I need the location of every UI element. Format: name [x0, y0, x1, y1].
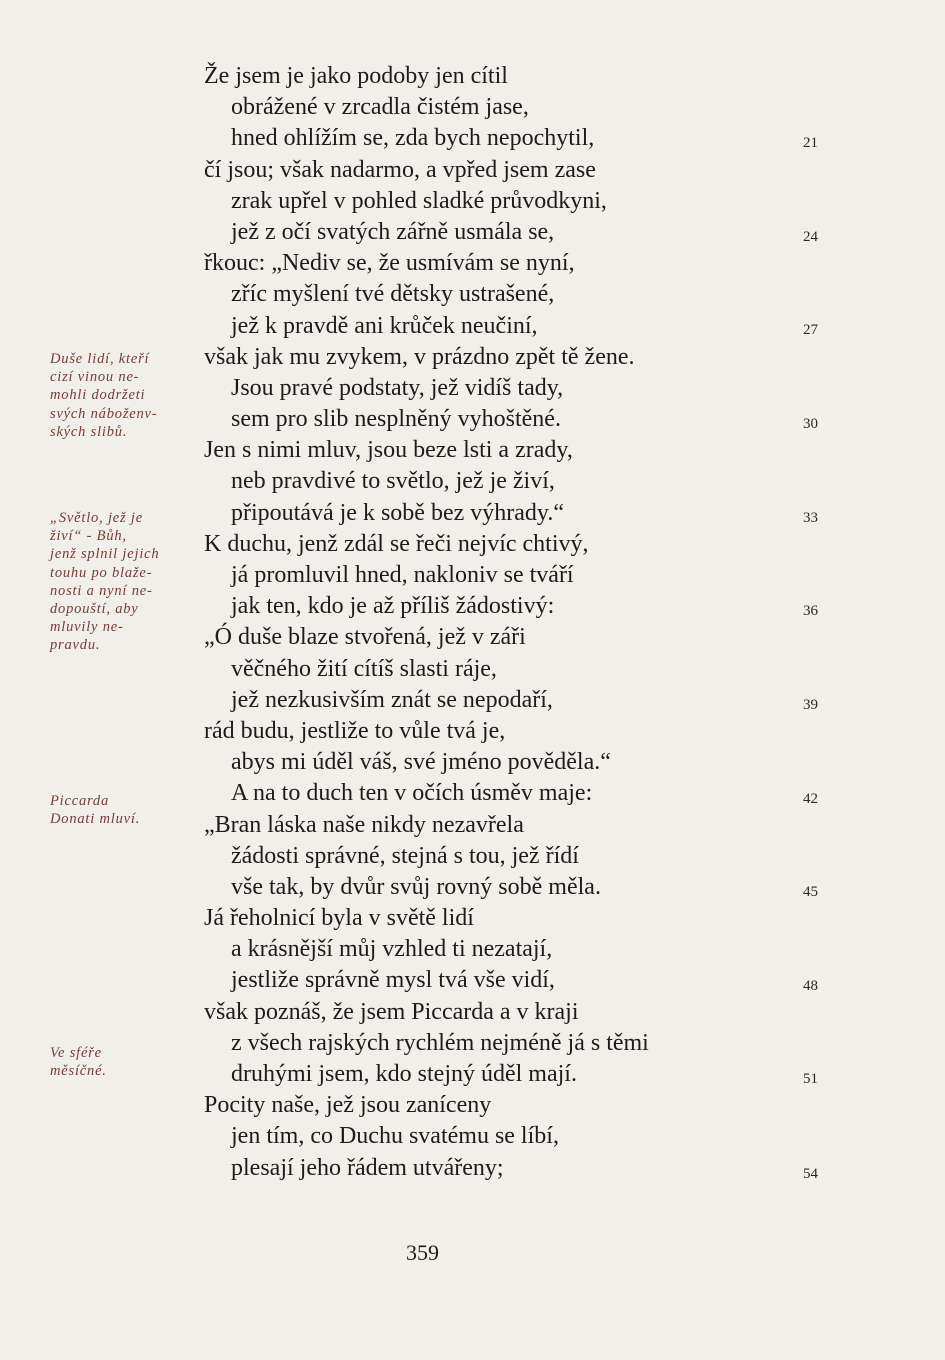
verse-line: abys mi úděl váš, své jméno pověděla.“: [231, 749, 611, 776]
line-number: 48: [803, 978, 818, 994]
verse-line: A na to duch ten v očích úsměv maje:: [231, 780, 593, 807]
gloss-line: ských slibů.: [50, 423, 128, 440]
margin-gloss: [50, 1044, 200, 1080]
line-number: 36: [803, 603, 818, 619]
verse-text: [204, 61, 649, 1184]
margin-gloss: [50, 792, 200, 828]
gloss-line: mohli dodržeti: [50, 387, 146, 404]
line-number: 33: [803, 510, 818, 526]
verse-line: druhými jsem, kdo stejný úděl mají.: [231, 1061, 577, 1087]
verse-line: sem pro slib nesplněný vyhoštěné.: [231, 406, 561, 433]
verse-line: jež z očí svatých zářně usmála se,: [231, 218, 555, 245]
line-number: 51: [803, 1071, 818, 1087]
verse-line: čí jsou; však nadarmo, a vpřed jsem zase: [204, 156, 596, 183]
line-number: 27: [803, 322, 818, 338]
gloss-line: Donati mluví.: [50, 811, 141, 828]
verse-line: Já řeholnicí byla v světě lidí: [204, 905, 474, 932]
verse-line: z všech rajských rychlém nejméně já s těmi: [231, 1029, 649, 1056]
gloss-line: jenž splnil jejich: [50, 546, 160, 563]
gloss-line: Ve sféře: [50, 1045, 102, 1061]
gloss-line: svých náboženv-: [50, 405, 158, 422]
line-number: 54: [803, 1166, 818, 1182]
verse-line: obrážené v zrcadla čistém jase,: [231, 94, 529, 121]
verse-line: zrak upřel v pohled sladké průvodkyni,: [231, 187, 607, 214]
verse-line: řkouc: „Nediv se, že usmívám se nyní,: [204, 250, 575, 277]
verse-line: „Bran láska naše nikdy nezavřela: [204, 811, 524, 838]
gloss-line: touhu po blaže-: [50, 564, 153, 581]
gloss-line: pravdu.: [50, 637, 101, 654]
gloss-line: „Světlo, jež je: [50, 510, 143, 526]
verse-line: Pocity naše, jež jsou zaníceny: [204, 1092, 492, 1119]
verse-line: jež k pravdě ani krůček neučiní,: [231, 312, 538, 339]
verse-line: zříc myšlení tvé dětsky ustrašené,: [231, 281, 555, 308]
verse-line: žádosti správné, stejná s tou, jež řídí: [231, 842, 579, 869]
verse-line: Jen s nimi mluv, jsou beze lsti a zrady,: [204, 437, 573, 464]
gloss-line: dopouští, aby: [50, 601, 139, 618]
verse-line: rád budu, jestliže to vůle tvá je,: [204, 717, 506, 744]
verse-line: však poznáš, že jsem Piccarda a v kraji: [204, 998, 579, 1025]
verse-line: věčného žití cítíš slasti ráje,: [231, 655, 497, 682]
gloss-line: nosti a nyní ne-: [50, 582, 153, 599]
verse-line: já promluvil hned, nakloniv se tváří: [231, 562, 574, 588]
verse-line: Že jsem je jako podoby jen cítil: [204, 63, 508, 89]
gloss-line: Piccarda: [50, 793, 110, 809]
verse-line: a krásnější můj vzhled ti nezatají,: [231, 936, 553, 963]
verse-line: Jsou pravé podstaty, jež vidíš tady,: [231, 374, 564, 401]
verse-line: vše tak, by dvůr svůj rovný sobě měla.: [231, 873, 601, 900]
gloss-line: cizí vinou ne-: [50, 369, 140, 386]
verse-line: „Ó duše blaze stvořená, jež v záři: [204, 624, 526, 651]
gloss-line: mluvily ne-: [50, 619, 124, 636]
verse-line: jestliže správně mysl tvá vše vidí,: [231, 967, 555, 994]
verse-line: neb pravdivé to světlo, jež je živí,: [231, 468, 555, 495]
verse-line: K duchu, jenž zdál se řeči nejvíc chtivý,: [204, 530, 589, 557]
line-number: 30: [803, 416, 818, 432]
gloss-line: měsíčné.: [50, 1063, 107, 1080]
line-number: 39: [803, 697, 818, 713]
margin-gloss: [50, 509, 200, 655]
verse-line: připoutává je k sobě bez výhrady.“: [231, 499, 564, 526]
page-number: 359: [406, 1240, 439, 1265]
verse-line: jen tím, co Duchu svatému se líbí,: [231, 1123, 559, 1150]
verse-line: plesají jeho řádem utvářeny;: [231, 1154, 504, 1181]
line-number: 21: [803, 135, 818, 151]
verse-line: jež nezkusivším znát se nepodaří,: [231, 686, 553, 713]
verse-line: jak ten, kdo je až příliš žádostivý:: [231, 593, 555, 620]
gloss-line: Duše lidí, kteří: [50, 351, 150, 367]
line-number: 45: [803, 884, 818, 900]
verse-line: hned ohlížím se, zda bych nepochytil,: [231, 125, 595, 152]
line-number: 24: [803, 229, 818, 245]
line-number: 42: [803, 791, 818, 807]
margin-gloss: [50, 350, 200, 441]
gloss-line: živí“ - Bůh,: [50, 528, 127, 545]
verse-line: však jak mu zvykem, v prázdno zpět tě žene.: [204, 343, 635, 370]
